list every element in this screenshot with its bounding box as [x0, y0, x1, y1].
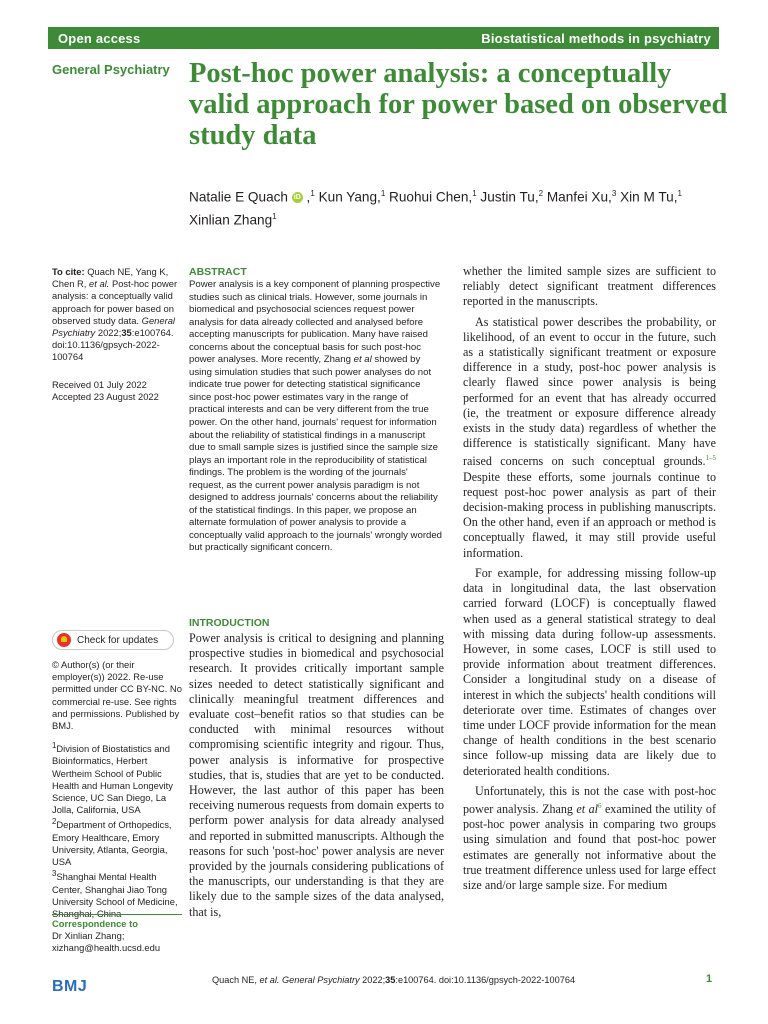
cite-journal: General Psychiatry — [52, 314, 176, 339]
introduction-paragraph: Power analysis is critical to designing and planning prospective studies in biomedical and psychosocial research. It provides critically important sample sizes needed to detect statistically significant and clinically meaningful treatment differences and evaluate cost–benefit ratios so that studies can be conducted with minimal resources without compromising scientific integrity and rigour. Thus, power analysis is informative for prospective studies, that is, studies that are yet to be conducted. However, the last author of this paper has been receiving numerous requests from domain experts to perform power analysis for data already analysed and reported in submitted manuscripts. Although the reasons for such 'post-hoc' power analysis are never provided by the journals considering publications of the manuscripts, our understanding is that they are likely due to the sample sizes of the data analysed, that is, — [189, 631, 444, 919]
author-name[interactable]: Justin Tu, — [480, 189, 539, 205]
cite-text: Post-hoc power analysis: a conceptually valid approach for power based on observed study data. — [52, 278, 178, 326]
body-paragraph — [463, 784, 716, 893]
right-column-body — [463, 264, 716, 893]
reference-link[interactable]: 6 — [598, 801, 602, 810]
footer-journal: General Psychiatry — [281, 975, 360, 985]
received-date: Received 01 July 2022 — [52, 379, 147, 390]
body-paragraph: whether the limited sample sizes are sufficient to reliably detect significant treatment differences reported in the manuscripts. — [463, 264, 716, 309]
footer-doi[interactable]: :e100764. doi:10.1136/gpsych-2022-100764 — [395, 975, 576, 985]
author-name[interactable]: Kun Yang, — [318, 189, 381, 205]
correspondence-block — [52, 918, 187, 955]
author-affiliation-sup: 3 — [611, 189, 617, 198]
bmj-logo[interactable]: BMJ — [52, 978, 88, 995]
introduction-heading: INTRODUCTION — [189, 617, 270, 629]
orcid-icon[interactable]: iD — [293, 194, 301, 202]
author-affiliation-sup: 2 — [538, 189, 544, 198]
author-affiliation-sup: 1 — [380, 189, 386, 198]
dates-block — [52, 379, 187, 403]
copyright-text: © Author(s) (or their employer(s)) 2022. Re-use permitted under CC BY-NC. No commercial re-use. See rights and permissions. Published by BMJ. — [52, 659, 182, 732]
author-name[interactable]: Ruohui Chen, — [389, 189, 473, 205]
correspondence-email[interactable]: xizhang@health.ucsd.edu — [52, 942, 161, 954]
correspondence-name: Dr Xinlian Zhang; — [52, 930, 125, 942]
correspondence-label: Correspondence to — [52, 918, 138, 929]
author-affiliation-sup: 1 — [310, 189, 315, 198]
body-text: examined the utility of post-hoc power analysis in comparing two groups using simulation and found that post-hoc power estimates are generally not informative about the true treatment difference unless used for large effect size and/or large sample size. For medium — [463, 801, 716, 892]
author-name[interactable]: Natalie E Quach — [189, 189, 288, 205]
abstract-text-part: Power analysis is a key component of planning prospective studies such as clinical trials. However, some journals in biomedical and psychosocial sciences request power analysis for data already collected and analysed before accepting manuscripts for publication. Many have raised concerns about the conceptual basis for such post-hoc power analyses. More recently, Zhang — [189, 279, 441, 366]
check-for-updates-button[interactable] — [52, 630, 174, 650]
affiliation-number: 2 — [52, 817, 57, 827]
abstract-text-part: showed by using simulation studies that such power analyses do not indicate true power for detecting statistical significance since post-hoc power estimates vary in the range of practical interests and can be very different from the true power. On the other hand, journals' request for information about the reliability of statistical findings in a manuscript due to small sample sizes is justified since the sample size plays an important role in the reproducibility of statistical findings. The problem is the wording of the journals' request, as the current power analysis paradigm is not designed to address journals' concerns about the reliability of the statistical findings. In this paper, we propose an alternate formulation of power analysis to provide a conceptually valid approach to the journals' wrongly worded but practically significant concern. — [189, 354, 443, 554]
introduction-body — [189, 631, 444, 920]
footer-citation — [212, 975, 575, 985]
author-name[interactable]: Xin M Tu, — [620, 189, 678, 205]
cite-text: 2022; — [97, 327, 122, 339]
author-affiliation-sup: 1 — [677, 189, 682, 198]
cite-volume: 35 — [121, 327, 132, 339]
body-text: Unfortunately, this is not the case with post-hoc power analysis. Zhang — [463, 783, 716, 816]
affiliation-text: Division of Biostatistics and Bioinformatics, Herbert Wertheim School of Public Health and Human Longevity Science, UC San Diego, La Jolla, California, USA — [52, 743, 173, 816]
author-affiliation-sup: 1 — [472, 189, 477, 198]
body-text: Despite these efforts, some journals continue to request post-hoc power analysis as part of their decision-making process in publishing manuscripts. On the other hand, even if an approach or method is conceptually flawed, it may still provide useful information. — [463, 469, 716, 560]
affiliation-text: Shanghai Mental Health Center, Shanghai Jiao Tong University School of Medicine, — [52, 871, 178, 907]
affiliation-text: Department of Orthopedics, Emory Healthcare, Emory University, Atlanta, Georgia, USA — [52, 819, 172, 868]
page-number: 1 — [706, 973, 713, 985]
body-etal: et al — [576, 801, 598, 816]
abstract-heading: ABSTRACT — [189, 266, 247, 278]
check-for-updates-label: Check for updates — [77, 634, 159, 646]
affiliations-block — [52, 740, 187, 920]
body-text: As statistical power describes the probability, or likelihood, of an event to occur in the future, such as a statistically significant treatment or exposure difference in a study, post-hoc power analysis is clearly flawed since power analysis is being performed for an event that has already occurred (ie, the treatment or exposure difference already exists in the study data) regardless of whether the difference is statistically significant. Many have raised concerns on such conceptual grounds. — [463, 314, 716, 469]
crossmark-icon — [57, 633, 71, 647]
author-affiliation-sup: 1 — [272, 211, 277, 221]
copyright-block — [52, 659, 187, 732]
author-list: Natalie E Quach iD ,$^1$ Kun Yang,$^1$ Ruohui Chen,$^1$ Justin Tu,$^2$ Manfei Xu,$^3$ Xin M Tu,$^1$ Xinlian Zhang$^1$ — [189, 189, 682, 228]
open-access-label: Open access — [58, 30, 141, 46]
affiliation-number: 1 — [52, 741, 57, 750]
reference-link[interactable]: 1–5 — [705, 454, 716, 463]
accepted-date: Accepted 23 August 2022 — [52, 391, 159, 403]
body-paragraph — [463, 315, 716, 561]
journal-name: General Psychiatry — [52, 62, 170, 77]
body-paragraph: For example, for addressing missing follow-up data in longitudinal data, the last observation carried forward (LOCF) is conceptually flawed when used as a general statistical strategy to deal with missing data during follow-up assessments. However, in some cases, LOCF is still used to provide information about treatment differences. Consider a longitudinal study on a disease of interest in which the subjects' health conditions will deteriorate over time. Estimates of changes over time under LOCF provide information for the mean change of health conditions in the best scenario since follow-up missing data are likely due to deteriorated health conditions. — [463, 565, 716, 778]
footer-text: Quach NE, — [212, 975, 257, 985]
cite-etal: et al. — [89, 278, 110, 290]
abstract-text — [189, 279, 443, 555]
article-title: Post-hoc power analysis: a conceptually valid approach for power based on observed study data — [189, 58, 728, 151]
cite-label: To cite: — [52, 266, 85, 277]
footer-etal: et al. — [259, 975, 280, 985]
cite-doi[interactable]: :e100764. doi:10.1136/gpsych-2022-100764 — [52, 327, 174, 363]
author-name[interactable]: Xinlian Zhang — [189, 212, 273, 228]
citation-block — [52, 266, 187, 364]
abstract-etal: et al — [353, 354, 372, 366]
author-name[interactable]: Manfei Xu, — [546, 189, 612, 205]
affiliation-number: 3 — [52, 869, 57, 879]
footer-volume: 35 — [385, 975, 396, 985]
divider — [52, 914, 182, 915]
footer-text: 2022; — [362, 975, 386, 985]
header-bar — [48, 27, 719, 49]
section-label: Biostatistical methods in psychiatry — [481, 30, 711, 46]
cite-text: Quach NE, Yang K, Chen R, — [52, 266, 169, 290]
